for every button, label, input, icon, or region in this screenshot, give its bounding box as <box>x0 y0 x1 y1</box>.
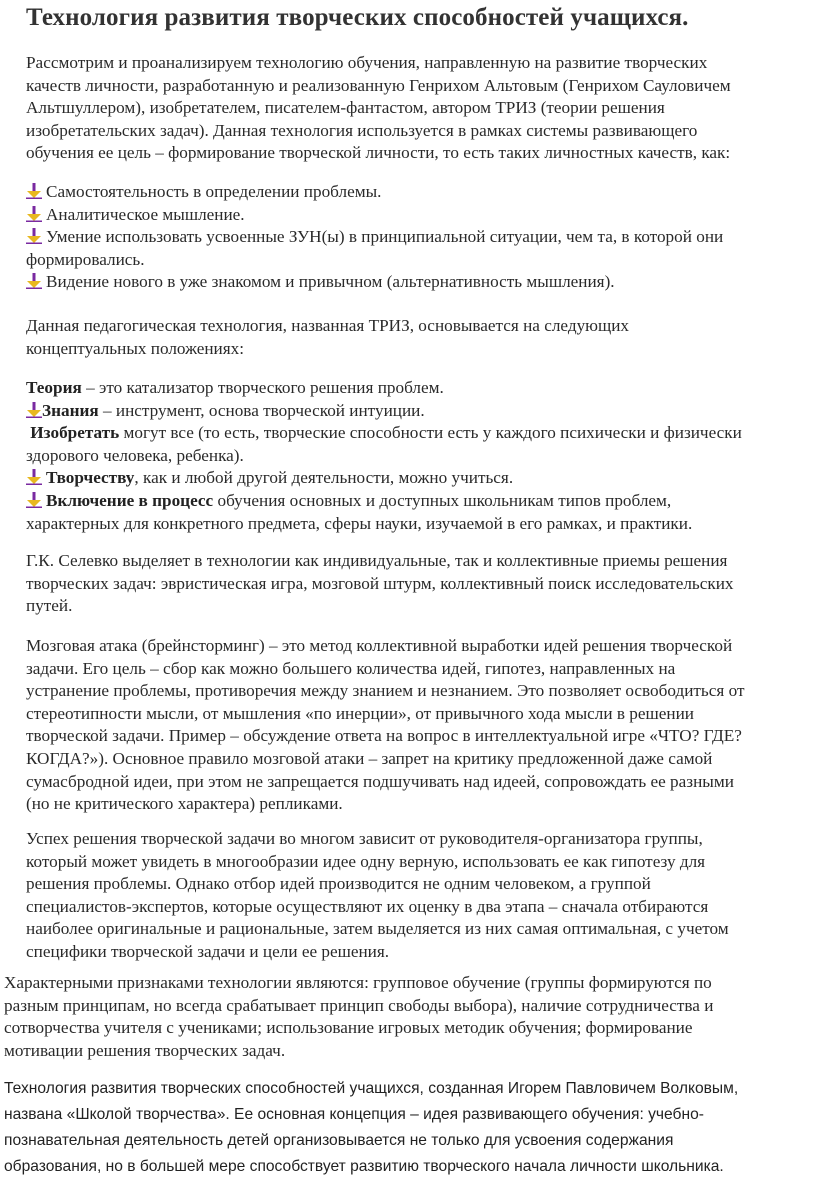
text-line: мотивации решения творческих задач. <box>4 1040 286 1060</box>
list-item-text: Умение использовать усвоенные ЗУН(ы) в принципиальной ситуации, чем та, в которой они <box>46 227 724 247</box>
position-theory <box>26 377 796 400</box>
text-line: путей. <box>26 596 73 616</box>
bold-term: Изобретать <box>30 423 120 443</box>
down-arrow-bullet-icon <box>26 206 42 222</box>
concept-intro-paragraph <box>26 315 786 360</box>
list-item <box>26 181 786 204</box>
text-line: Мозговая атака (брейнсторминг) – это метод коллективной выработки идей решения творческой <box>26 636 733 655</box>
text-line: изобретательских задач). Данная технология используется в рамках системы развивающего <box>26 120 698 140</box>
down-arrow-bullet-icon <box>26 492 42 508</box>
text-line: Характерными признаками технологии являются: групповое обучение (группы формируются по <box>4 973 712 992</box>
text-line: специалистов-экспертов, которые осуществляют их оценку в два этапа – сначала отбираются <box>26 896 709 916</box>
bold-term: Включение в процесс <box>46 490 214 510</box>
down-arrow-bullet-icon <box>26 183 42 199</box>
text-line: который может увидеть в многообразии идее одну верную, использовать ее как гипотезу для <box>26 851 706 871</box>
position-continuation: характерных для конкретного предмета, сферы науки, изучаемой в его рамках, и практики. <box>26 513 693 533</box>
text-line: образования, но в большей мере способствует развитию творческого начала личности школьника. <box>4 1158 724 1175</box>
down-arrow-bullet-icon <box>26 228 42 244</box>
text-line: решения проблемы. Однако отбор идей производится не одним человеком, а группой <box>26 874 651 894</box>
position-invent <box>26 422 796 445</box>
position-inclusion <box>26 490 796 513</box>
text-line: КОГДА?»). Основное правило мозговой атаки – запрет на критику предложенной даже самой <box>26 748 713 768</box>
text-line: Технология развития творческих способностей учащихся, созданная Игорем Павловичем Волковым, <box>4 1080 739 1097</box>
position-creativity <box>26 467 796 490</box>
text-line: Альтшуллером), изобретателем, писателем-фантастом, автором ТРИЗ (теории решения <box>26 98 665 118</box>
position-text: – это катализатор творческого решения проблем. <box>81 378 444 397</box>
volkov-paragraph <box>4 1076 804 1180</box>
text-line: качеств личности, разработанную и реализованную Генрихом Альтовым (Генрихом Сауловичем <box>26 75 731 95</box>
text-line: стереотипности мысли, от мышления «по инерции», от привычного хода мысли в решении <box>26 703 694 723</box>
bold-term: Знания <box>42 400 99 420</box>
position-text: , как и любой другой деятельности, можно учиться. <box>134 468 514 488</box>
intro-paragraph <box>26 52 786 165</box>
down-arrow-bullet-icon <box>26 402 42 418</box>
position-text: – инструмент, основа творческой интуиции. <box>98 400 425 420</box>
text-line: (но не критического характера) репликами. <box>26 794 343 814</box>
text-line: сотворчества учителя с учениками; использование игровых методик обучения; формирование <box>4 1018 693 1038</box>
position-continuation: здорового человека, ребенка). <box>26 445 244 465</box>
features-paragraph <box>4 972 784 1062</box>
list-item-continuation: формировались. <box>26 249 145 269</box>
down-arrow-bullet-icon <box>26 273 42 289</box>
text-line: Успех решения творческой задачи во многом зависит от руководителя-организатора группы, <box>26 829 703 848</box>
text-line: познавательная деятельность детей организовывается не только для усвоения содержания <box>4 1132 674 1149</box>
text-line: творческой задачи. Пример – обсуждение ответа на вопрос в интеллектуальной игре «ЧТО? ГДЕ? <box>26 726 742 746</box>
text-line: Г.К. Селевко выделяет в технологии как индивидуальные, так и коллективные приемы решения <box>26 551 728 570</box>
list-item <box>26 204 786 227</box>
list-item-text: Видение нового в уже знакомом и привычном (альтернативность мышления). <box>46 272 615 292</box>
text-line: сумасбродной идеи, при этом не запрещается подшучивать над идеей, сопровождать ее разными <box>26 771 734 791</box>
text-line: творческих задач: эвристическая игра, мозговой штурм, коллективный поиск исследовательских <box>26 573 734 593</box>
list-item <box>26 271 786 294</box>
qualities-list <box>26 181 786 294</box>
bold-term: Теория <box>26 378 82 397</box>
position-text: обучения основных и доступных школьникам типов проблем, <box>213 490 672 510</box>
text-line: концептуальных положениях: <box>26 338 245 358</box>
success-paragraph <box>26 828 786 964</box>
document-title: Технология развития творческих способностей учащихся. <box>26 4 689 31</box>
text-line: Данная педагогическая технология, названная ТРИЗ, основывается на следующих <box>26 316 630 335</box>
text-line: разным принципам, но всегда срабатывает принцип свободы выбора), наличие сотрудничества и <box>4 995 714 1015</box>
down-arrow-bullet-icon <box>26 469 42 485</box>
position-text: могут все (то есть, творческие способности есть у каждого психически и физически <box>119 423 742 443</box>
list-item <box>26 226 786 249</box>
concept-positions-list <box>26 377 796 535</box>
list-item-text: Аналитическое мышление. <box>46 204 245 224</box>
bold-term: Творчеству <box>46 468 135 488</box>
text-line: Рассмотрим и проанализируем технологию обучения, направленную на развитие творческих <box>26 53 708 72</box>
position-knowledge <box>26 400 796 423</box>
text-line: названа «Школой творчества». Ее основная концепция – идея развивающего обучения: учебно- <box>4 1106 704 1123</box>
text-line: задачи. Его цель – сбор как можно большего количества идей, гипотез, направленных на <box>26 658 676 678</box>
text-line: обучения ее цель – формирование творческой личности, то есть таких личностных качеств, как: <box>26 143 731 163</box>
brainstorming-paragraph <box>26 635 796 816</box>
text-line: специфики творческой задачи и цели ее решения. <box>26 941 390 961</box>
text-line: наиболее оригинальные и рациональные, затем выделяется из них самая оптимальная, с учетом <box>26 919 729 939</box>
selevko-paragraph <box>26 550 786 618</box>
list-item-text: Самостоятельность в определении проблемы. <box>46 182 382 201</box>
text-line: устранение проблемы, противоречия между знанием и незнанием. Это позволяет освободиться от <box>26 681 745 701</box>
